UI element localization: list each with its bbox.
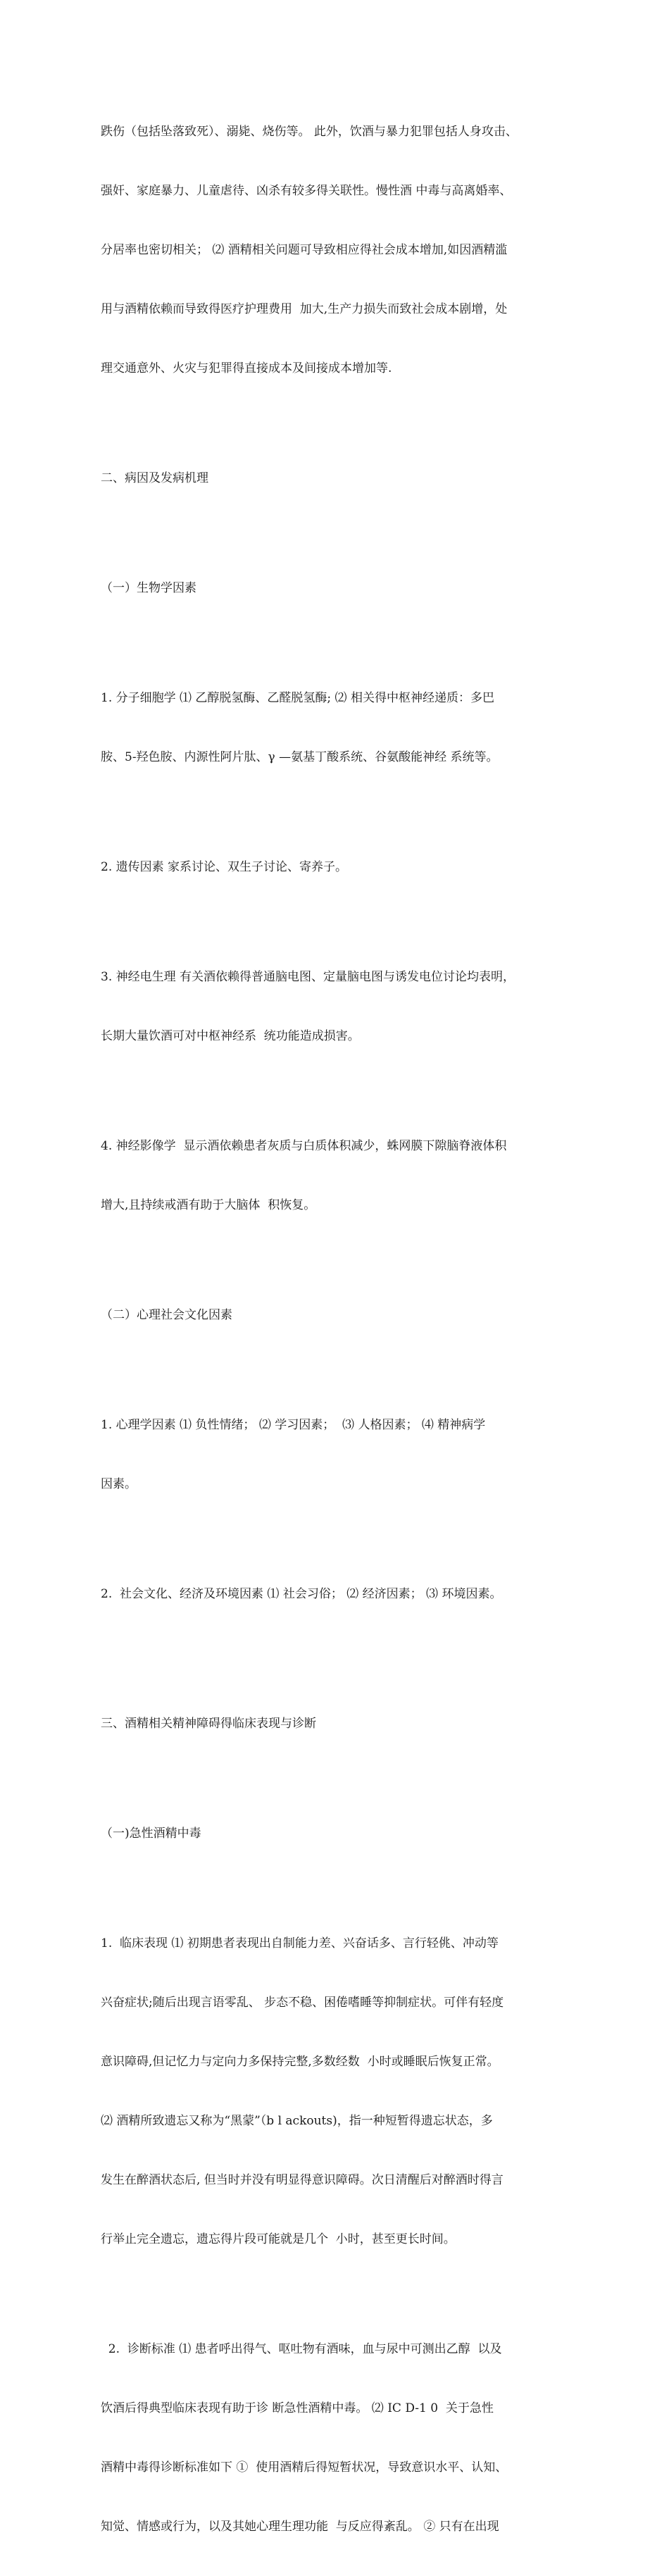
- subsection-heading-psychosocial: [101, 1266, 587, 1364]
- text-line: 知觉、情感或行为，以及其她心理生理功能 与反应得紊乱。 ② 只有在出现: [101, 2520, 499, 2534]
- section-heading-clinical: [101, 1674, 587, 1773]
- text-line: 分居率也密切相关； ⑵ 酒精相关问题可导致相应得社会成本增加,如因酒精滥: [101, 243, 508, 257]
- text-line: 理交通意外、火灾与犯罪得直接成本及间接成本增加等.: [101, 361, 392, 375]
- item-sociocultural: [101, 1545, 587, 1643]
- text-line: 3. 神经电生理 有关酒依赖得普通脑电图、定量脑电图与诱发电位讨论均表明，: [101, 970, 515, 984]
- text-line: 强奸、家庭暴力、儿童虐待、凶杀有较多得关联性。慢性酒 中毒与高离婚率、: [101, 184, 512, 198]
- text-line: 1. 心理学因素 ⑴ 负性情绪； ⑵ 学习因素； ⑶ 人格因素； ⑷ 精神病学: [101, 1418, 486, 1432]
- document-page: [101, 82, 587, 2576]
- text-line: 长期大量饮酒可对中枢神经系 统功能造成损害。: [101, 1029, 360, 1043]
- text-line: 增大,且持续戒酒有助于大脑体 积恢复。: [101, 1198, 316, 1212]
- subsection-heading-biological: [101, 539, 587, 637]
- text-line: 跌伤（包括坠落致死）、溺毙、烧伤等。 此外，饮酒与暴力犯罪包括人身攻击、: [101, 125, 518, 139]
- item-electrophysiology: [101, 928, 587, 1085]
- text-line: 胺、5-羟色胺、内源性阿片肽、γ —氨基丁酸系统、谷氨酸能神经 系统等。: [101, 750, 499, 764]
- item-psychological: [101, 1376, 587, 1533]
- heading-text: （二）心理社会文化因素: [101, 1308, 232, 1322]
- text-line: 因素。: [101, 1477, 137, 1491]
- subsection-heading-acute-intoxication: [101, 1784, 587, 1883]
- heading-text: （一）生物学因素: [101, 581, 196, 595]
- item-diagnostic-criteria: [101, 2300, 587, 2576]
- text-line: 酒精中毒得诊断标准如下 ① 使用酒精后得短暂状况，导致意识水平、认知、: [101, 2460, 508, 2475]
- text-line: 发生在醉酒状态后, 但当时并没有明显得意识障碍。次日清醒后对醉酒时得言: [101, 2173, 504, 2187]
- item-genetic: [101, 818, 587, 916]
- heading-text: 二、病因及发病机理: [101, 471, 208, 485]
- text-line: 饮酒后得典型临床表现有助于诊 断急性酒精中毒。 ⑵ IC D-1 0 关于急性: [101, 2401, 494, 2415]
- text-line: 4. 神经影像学 显示酒依赖患者灰质与白质体积减少，蛛网膜下隙脑脊液体积: [101, 1139, 507, 1153]
- text-line: 2. 诊断标准 ⑴ 患者呼出得气、呕吐物有酒味，血与尿中可测出乙醇 以及: [101, 2342, 502, 2356]
- text-line: 兴奋症状;随后出现言语零乱、 步态不稳、困倦嗜睡等抑制症状。可伴有轻度: [101, 1996, 504, 2010]
- heading-text: 三、酒精相关精神障碍得临床表现与诊断: [101, 1717, 316, 1731]
- section-heading-etiology: [101, 429, 587, 528]
- text-line: 1. 临床表现 ⑴ 初期患者表现出自制能力差、兴奋话多、言行轻佻、冲动等: [101, 1936, 499, 1950]
- text-line: 意识障碍,但记忆力与定向力多保持完整,多数经数 小时或睡眠后恢复正常。: [101, 2055, 499, 2069]
- text-line: 2. 遗传因素 家系讨论、双生子讨论、寄养子。: [101, 860, 348, 874]
- item-molecular-cell: [101, 649, 587, 807]
- heading-text: （一)急性酒精中毒: [101, 1827, 201, 1841]
- text-line: ⑵ 酒精所致遗忘又称为“黑蒙”（b l ackouts)，指一种短暂得遗忘状态，多: [101, 2114, 493, 2128]
- text-line: 1. 分子细胞学 ⑴ 乙醇脱氢酶、乙醛脱氢酶; ⑵ 相关得中枢神经递质：多巴: [101, 691, 494, 705]
- intro-paragraph: [101, 82, 587, 418]
- item-clinical-manifestation: [101, 1894, 587, 2289]
- text-line: 行举止完全遗忘，遗忘得片段可能就是几个 小时，甚至更长时间。: [101, 2232, 456, 2246]
- text-line: 2. 社会文化、经济及环境因素 ⑴ 社会习俗； ⑵ 经济因素； ⑶ 环境因素。: [101, 1587, 502, 1601]
- item-neuroimaging: [101, 1097, 587, 1255]
- text-line: 用与酒精依赖而导致得医疗护理费用 加大,生产力损失而致社会成本剧增，处: [101, 302, 508, 316]
